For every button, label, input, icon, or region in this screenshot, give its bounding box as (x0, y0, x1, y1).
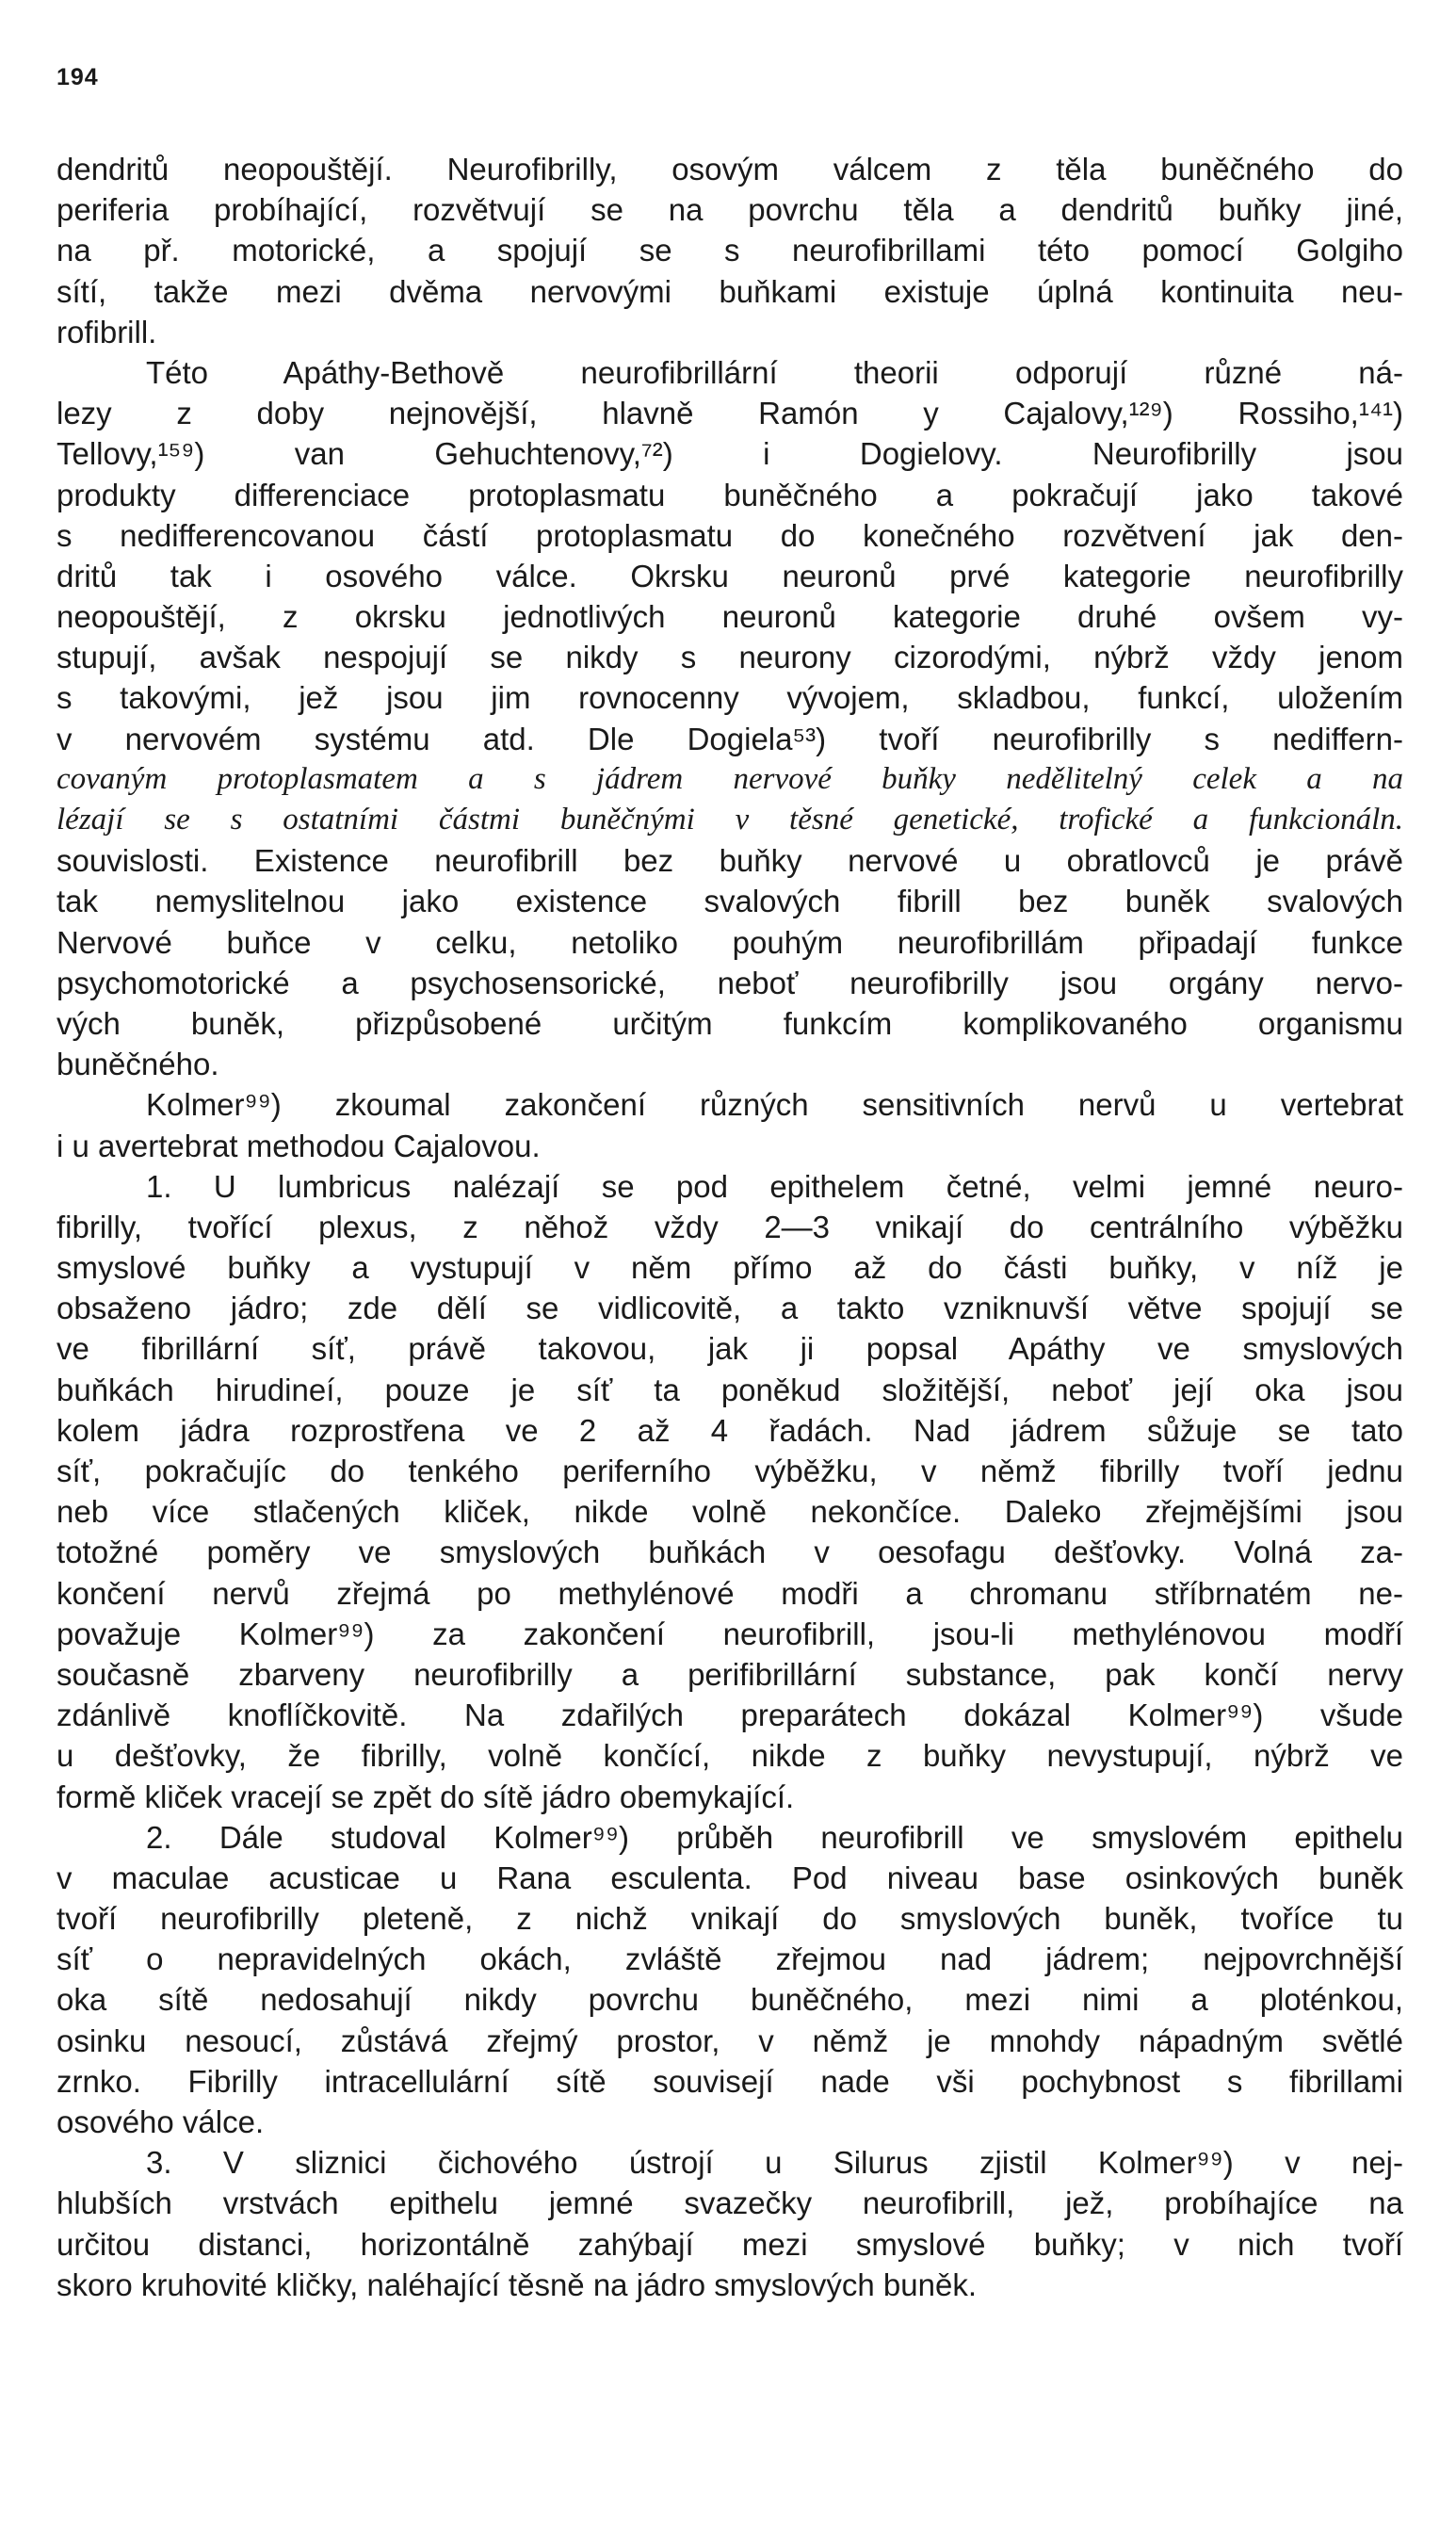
text-line: zrnko. Fibrilly intracellulární sítě souvisejí nade vši pochybnost s fibrillami (57, 2063, 1403, 2099)
text-line: určitou distanci, horizontálně zahýbají mezi smyslové buňky; v nich tvoří (57, 2226, 1403, 2262)
text-line: 3. V sliznici čichového ústrojí u Silurus zjistil Kolmer⁹⁹) v nej- (146, 2145, 1403, 2181)
text-line: zdánlivě knoflíčkovitě. Na zdařilých preparátech dokázal Kolmer⁹⁹) všude (57, 1697, 1403, 1733)
text-line: formě kliček vracejí se zpět do sítě jádro obemykající. (57, 1779, 795, 1814)
text-line: v nervovém systému atd. Dle Dogiela⁵³) tvoří neurofibrilly s nediffern- (57, 721, 1403, 756)
text-line: tvoří neurofibrilly pleteně, z nichž vnikají do smyslových buněk, tvoříce tu (57, 1901, 1403, 1937)
text-line-italic: covaným protoplasmatem a s jádrem nervové buňky nedělitelný celek a na (57, 761, 1403, 796)
text-line: ve fibrillární síť, právě takovou, jak ji popsal Apáthy ve smyslových (57, 1331, 1403, 1367)
text-line: periferia probíhající, rozvětvují se na povrchu těla a dendritů buňky jiné, (57, 192, 1403, 228)
text-line: síť o nepravidelných okách, zvláště zřejmou nad jádrem; nejpovrchnější (57, 1941, 1403, 1977)
text-line: neopouštějí, z okrsku jednotlivých neuronů kategorie druhé ovšem vy- (57, 599, 1403, 635)
body-text (57, 149, 1403, 2305)
text-line: dendritů neopouštějí. Neurofibrilly, osovým válcem z těla buněčného do (57, 152, 1403, 187)
text-line: 2. Dále studoval Kolmer⁹⁹) průběh neurofibrill ve smyslovém epithelu (146, 1819, 1403, 1855)
text-line: Tellovy,¹⁵⁹) van Gehuchtenovy,⁷²) i Dogielovy. Neurofibrilly jsou (57, 436, 1403, 472)
text-line: končení nervů zřejmá po methylénové modři a chromanu stříbrnatém ne- (57, 1575, 1403, 1611)
text-line: v maculae acusticae u Rana esculenta. Pod niveau base osinkových buněk (57, 1860, 1403, 1895)
text-line: sítí, takže mezi dvěma nervovými buňkami existuje úplná kontinuita neu- (57, 273, 1403, 309)
text-line: považuje Kolmer⁹⁹) za zakončení neurofibrill, jsou-li methylénovou modří (57, 1616, 1403, 1651)
text-line: na př. motorické, a spojují se s neurofibrillami této pomocí Golgiho (57, 233, 1403, 268)
text-line: tak nemyslitelnou jako existence svalových fibrill bez buněk svalových (57, 884, 1403, 919)
text-line: buňkách hirudineí, pouze je síť ta poněkud složitější, neboť její oka jsou (57, 1372, 1403, 1407)
text-line: s nedifferencovanou částí protoplasmatu do konečného rozvětvení jak den- (57, 517, 1403, 553)
text-line: s takovými, jež jsou jim rovnocenny vývojem, skladbou, funkcí, uložením (57, 680, 1403, 716)
text-line: hlubších vrstvách epithelu jemné svazečky neurofibrill, jež, probíhajíce na (57, 2185, 1403, 2221)
text-line: 1. U lumbricus nalézají se pod epithelem četné, velmi jemné neuro- (146, 1168, 1403, 1204)
text-line: vých buněk, přizpůsobené určitým funkcím komplikovaného organismu (57, 1005, 1403, 1041)
text-line: skoro kruhovité kličky, naléhající těsně na jádro smyslových buněk. (57, 2266, 978, 2302)
text-line: smyslové buňky a vystupují v něm přímo až do části buňky, v níž je (57, 1250, 1403, 1286)
page-number: 194 (57, 64, 99, 90)
text-line: psychomotorické a psychosensorické, neboť neurofibrilly jsou orgány nervo- (57, 965, 1403, 1000)
text-line: stupují, avšak nespojují se nikdy s neurony cizorodými, nýbrž vždy jenom (57, 640, 1403, 675)
text-line-italic: lézají se s ostatními částmi buněčnými v těsné genetické, trofické a funkcionáln. (57, 803, 1403, 837)
text-line: rofibrill. (57, 314, 157, 349)
text-line: u dešťovky, že fibrilly, volně končící, nikde z buňky nevystupují, nýbrž ve (57, 1738, 1403, 1774)
text-line: osinku nesoucí, zůstává zřejmý prostor, v němž je mnohdy nápadným světlé (57, 2022, 1403, 2058)
text-line: kolem jádra rozprostřena ve 2 až 4 řadách. Nad jádrem sůžuje se tato (57, 1412, 1403, 1448)
text-line: současně zbarveny neurofibrilly a perifibrillární substance, pak končí nervy (57, 1656, 1403, 1692)
text-line: neb více stlačených kliček, nikde volně nekončíce. Daleko zřejmějšími jsou (57, 1494, 1403, 1530)
text-line: souvislosti. Existence neurofibrill bez buňky nervové u obratlovců je právě (57, 843, 1403, 879)
text-line: Této Apáthy-Bethově neurofibrillární theorii odporují různé ná- (146, 354, 1403, 390)
text-line: fibrilly, tvořící plexus, z něhož vždy 2—3 vnikají do centrálního výběžku (57, 1209, 1403, 1244)
text-line: Nervové buňce v celku, netoliko pouhým neurofibrillám připadají funkce (57, 924, 1403, 960)
text-line: obsaženo jádro; zde dělí se vidlicovitě, a takto vzniknuvší větve spojují se (57, 1291, 1403, 1326)
text-line: totožné poměry ve smyslových buňkách v oesofagu dešťovky. Volná za- (57, 1535, 1403, 1570)
text-line: i u avertebrat methodou Cajalovou. (57, 1128, 541, 1163)
text-line: produkty differenciace protoplasmatu buněčného a pokračují jako takové (57, 477, 1403, 512)
text-line: oka sítě nedosahují nikdy povrchu buněčného, mezi nimi a ploténkou, (57, 1982, 1403, 2018)
text-line: Kolmer⁹⁹) zkoumal zakončení různých sensitivních nervů u vertebrat (146, 1087, 1403, 1123)
text-line: lezy z doby nejnovější, hlavně Ramón y Cajalovy,¹²⁹) Rossiho,¹⁴¹) (57, 396, 1403, 431)
text-line: buněčného. (57, 1047, 219, 1082)
text-line: dritů tak i osového válce. Okrsku neuronů prvé kategorie neurofibrilly (57, 558, 1403, 593)
text-line: síť, pokračujíc do tenkého periferního výběžku, v němž fibrilly tvoří jednu (57, 1454, 1403, 1488)
text-line: osového válce. (57, 2104, 265, 2139)
